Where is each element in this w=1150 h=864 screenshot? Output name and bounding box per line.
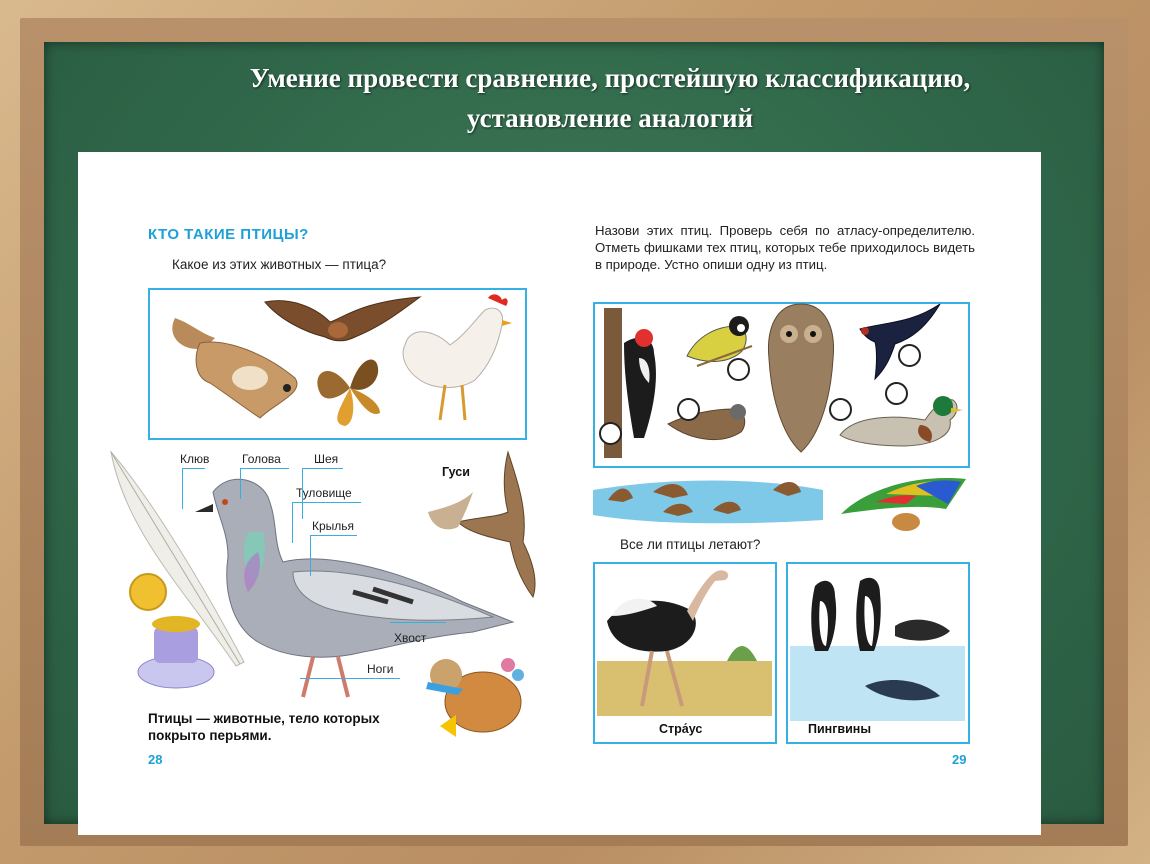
marker-circle-3[interactable] — [727, 358, 750, 381]
penguins-box — [786, 562, 970, 744]
label-body: Туловище — [296, 486, 352, 500]
bird-definition — [148, 710, 448, 744]
owl-image — [761, 304, 841, 454]
ostrich-box — [593, 562, 777, 744]
marker-circle-4[interactable] — [829, 398, 852, 421]
label-head: Голова — [242, 452, 281, 466]
label-wings: Крылья — [312, 519, 355, 533]
definition-line2: покрыто перьями. — [148, 728, 272, 743]
animals-box — [148, 288, 527, 440]
ostrich-image — [597, 566, 772, 716]
label-beak: Клюв — [180, 452, 210, 466]
textbook-spread — [78, 152, 1041, 835]
marker-circle-1[interactable] — [599, 422, 622, 445]
marker-circle-5[interactable] — [898, 344, 921, 367]
chicken-image — [390, 290, 520, 430]
geese-image — [418, 452, 548, 602]
leader-tail — [390, 622, 446, 635]
penguins-image — [790, 566, 965, 721]
slide-title-line1: Умение провести сравнение, простейшую классификацию, — [249, 63, 971, 93]
birds-box — [593, 302, 970, 468]
slide-title — [120, 58, 1100, 138]
leader-beak — [182, 468, 205, 509]
leader-wings — [310, 535, 357, 576]
ostrich-caption: Стра́ус — [659, 722, 703, 736]
label-legs: Ноги — [367, 662, 394, 676]
animals-question: Какое из этих животных — птица? — [172, 257, 387, 272]
marker-circle-6[interactable] — [885, 382, 908, 405]
page-number-right: 29 — [952, 752, 967, 767]
flight-question: Все ли птицы летают? — [620, 537, 761, 552]
marker-circle-2[interactable] — [677, 398, 700, 421]
label-tail: Хвост — [394, 631, 427, 645]
swallow-image — [855, 304, 945, 384]
definition-line1: Птицы — животные, тело которых — [148, 711, 380, 726]
instruction-text: Назови этих птиц. Проверь себя по атласу-определителю. Отметь фишками тех птиц, которых тебе приходилось видеть в природе. Устно опиши одну из птиц. — [595, 223, 975, 272]
leader-legs — [300, 678, 400, 691]
label-neck: Шея — [314, 452, 339, 466]
sparrow-image — [663, 394, 753, 454]
section-title: КТО ТАКИЕ ПТИЦЫ? — [148, 226, 309, 243]
slide-title-line2: установление аналогий — [466, 103, 754, 133]
flying-geese-strip — [593, 470, 823, 530]
hang-glider-image — [836, 474, 971, 544]
leader-head — [240, 468, 289, 499]
moth-image — [300, 348, 400, 428]
penguins-caption: Пингвины — [808, 722, 872, 736]
geese-label: Гуси — [442, 465, 470, 479]
page-number-left: 28 — [148, 752, 163, 767]
